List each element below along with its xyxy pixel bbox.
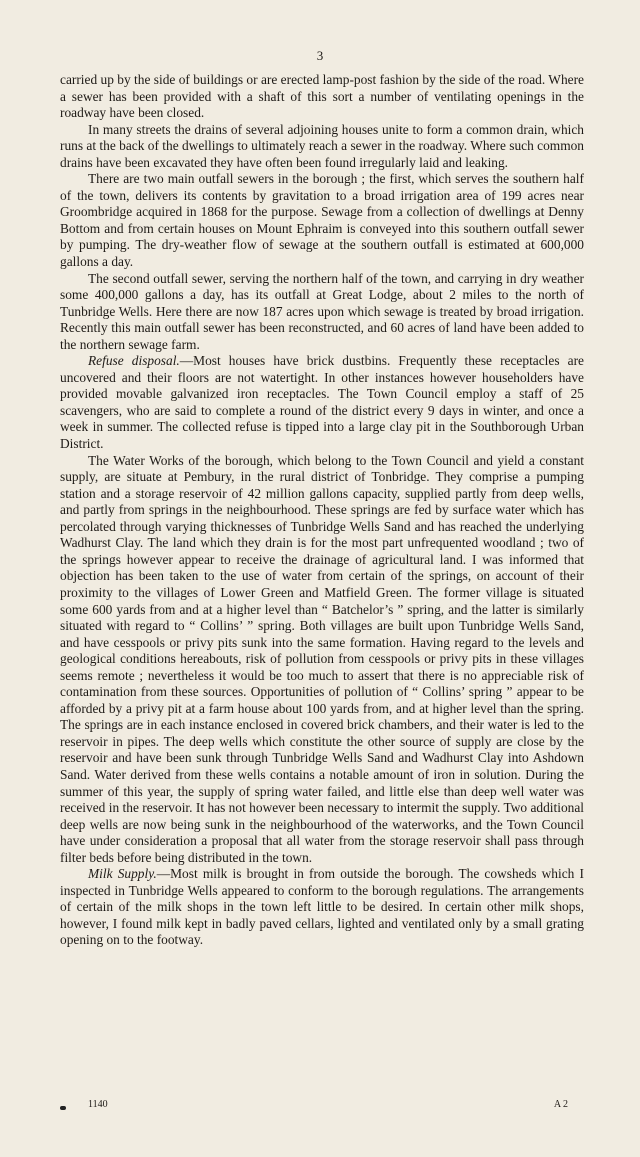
paragraph-milk-supply — [60, 866, 584, 949]
signature-mark: A 2 — [553, 1099, 568, 1110]
paragraph-text: —Most houses have brick dustbins. Frequently these receptacles are uncovered and their floors are not watertight. In other instances however householders have provided movable galvanized iron receptacles. The Town Council employ a staff of 25 scavengers, who are said to complete a round of the district every 9 days in winter, and once a week in summer. The collected refuse is tipped into a large clay pit in the Southborough Urban District. — [60, 353, 584, 452]
paragraph-text: In many streets the drains of several adjoining houses unite to form a common drain, which runs at the back of the dwellings to ultimately reach a sewer in the roadway. Where such common drains have been excavated they have often been found irregularly laid and leaking. — [60, 121, 584, 170]
ink-mark — [60, 1106, 66, 1110]
paragraph-common-drains — [60, 122, 584, 172]
page-number: 3 — [316, 48, 324, 63]
paragraph-water-works — [60, 453, 584, 867]
section-heading: Milk Supply. — [88, 866, 157, 882]
paragraph-text: The second outfall sewer, serving the northern half of the town, and carrying in dry weather some 400,000 gallons a day, has its outfall at Great Lodge, about 2 miles to the north of Tunbridge Wells. Here there are now 187 acres upon which sewage is treated by broad irrigation. Recently this main outfall sewer has been reconstructed, and 60 acres of land have been added to the northern sewage farm. — [60, 270, 584, 352]
paragraph-southern-outfall — [60, 171, 584, 270]
paragraph-refuse-disposal — [60, 353, 584, 452]
paragraph-text: There are two main outfall sewers in the borough ; the first, which serves the southern half of the town, delivers its contents by gravitation to a broad irrigation area of 199 acres near Groombridge acquired in 1868 for the purpose. Sewage from a collection of dwellings at Denny Bottom and from certain houses on Mount Ephraim is conveyed into this southern outfall sewer by pumping. The dry-weather flow of sewage at the southern outfall is estimated at 600,000 gallons a day. — [60, 171, 584, 270]
paragraph-text: —Most milk is brought in from outside the borough. The cowsheds which I inspected in Tunbridge Wells appeared to conform to the borough regulations. The arrangements of certain of the milk shops in the town left little to be desired. In certain other milk shops, however, I found milk kept in badly paved cellars, lighted and ventilated only by a small grating opening on to the footway. — [60, 866, 584, 948]
paragraph-text: carried up by the side of buildings or are erected lamp-post fashion by the side of the road. Where a sewer has been provided with a shaft of this sort a number of ventilating openings in the roadway have been closed. — [60, 72, 584, 121]
paragraph-northern-outfall — [60, 271, 584, 354]
printer-mark: 1140 — [88, 1099, 108, 1110]
page-footer — [88, 1099, 568, 1110]
paragraph-text: The Water Works of the borough, which belong to the Town Council and yield a constant supply, are situate at Pembury, in the rural district of Tonbridge. They comprise a pumping station and a storage reservoir of 42 million gallons capacity, supplied partly from deep wells, and partly from springs in the neighbourhood. These springs are fed by surface water which has percolated through varying thicknesses of Tunbridge Wells Sand and has reached the underlying Wadhurst Clay. The land which they drain is for the most part unfrequented woodland ; two of the springs however appear to receive the drainage of agricultural land. I was informed that objection has been taken to the use of water from certain of the springs, on account of their proximity to the villages of Lower Green and Matfield Green. The former village is situated some 600 yards from and at a higher level than “ Batchelor’s ” spring, and the latter is similarly situated with regard to “ Collins’ ” spring. Both villages are built upon Tunbridge Wells Sand, and have cesspools or privy pits sunk into the same formation. Having regard to the levels and geological conditions hereabouts, risk of pollution from cesspools or privy pits in these villages seems remote ; nevertheless it would be too much to assert that there is no appreciable risk of contamination from these sources. Opportunities of pollution of “ Collins’ spring ” appear to be afforded by a privy pit at a farm house about 100 yards from, and at higher level than the spring. The springs are in each instance enclosed in covered brick chambers, and their water is led to the reservoir in pipes. The deep wells which constitute the other source of supply are close by the reservoir and have been sunk through Tunbridge Wells Sand and Wadhurst Clay into Ashdown Sand. Water derived from these wells contains a notable amount of iron in solution. During the summer of this year, the supply of spring water failed, and little else than deep well water was received in the reservoir. It has not however been necessary to intermit the supply. Two additional deep wells are now being sunk in the neighbourhood of the waterworks, and the Town Council have under consideration a proposal that all water from the storage reservoir shall pass through filter beds before being distributed in the town. — [60, 452, 584, 865]
body-text — [60, 72, 584, 949]
paragraph-ventilation — [60, 72, 584, 122]
section-heading: Refuse disposal. — [88, 353, 180, 369]
